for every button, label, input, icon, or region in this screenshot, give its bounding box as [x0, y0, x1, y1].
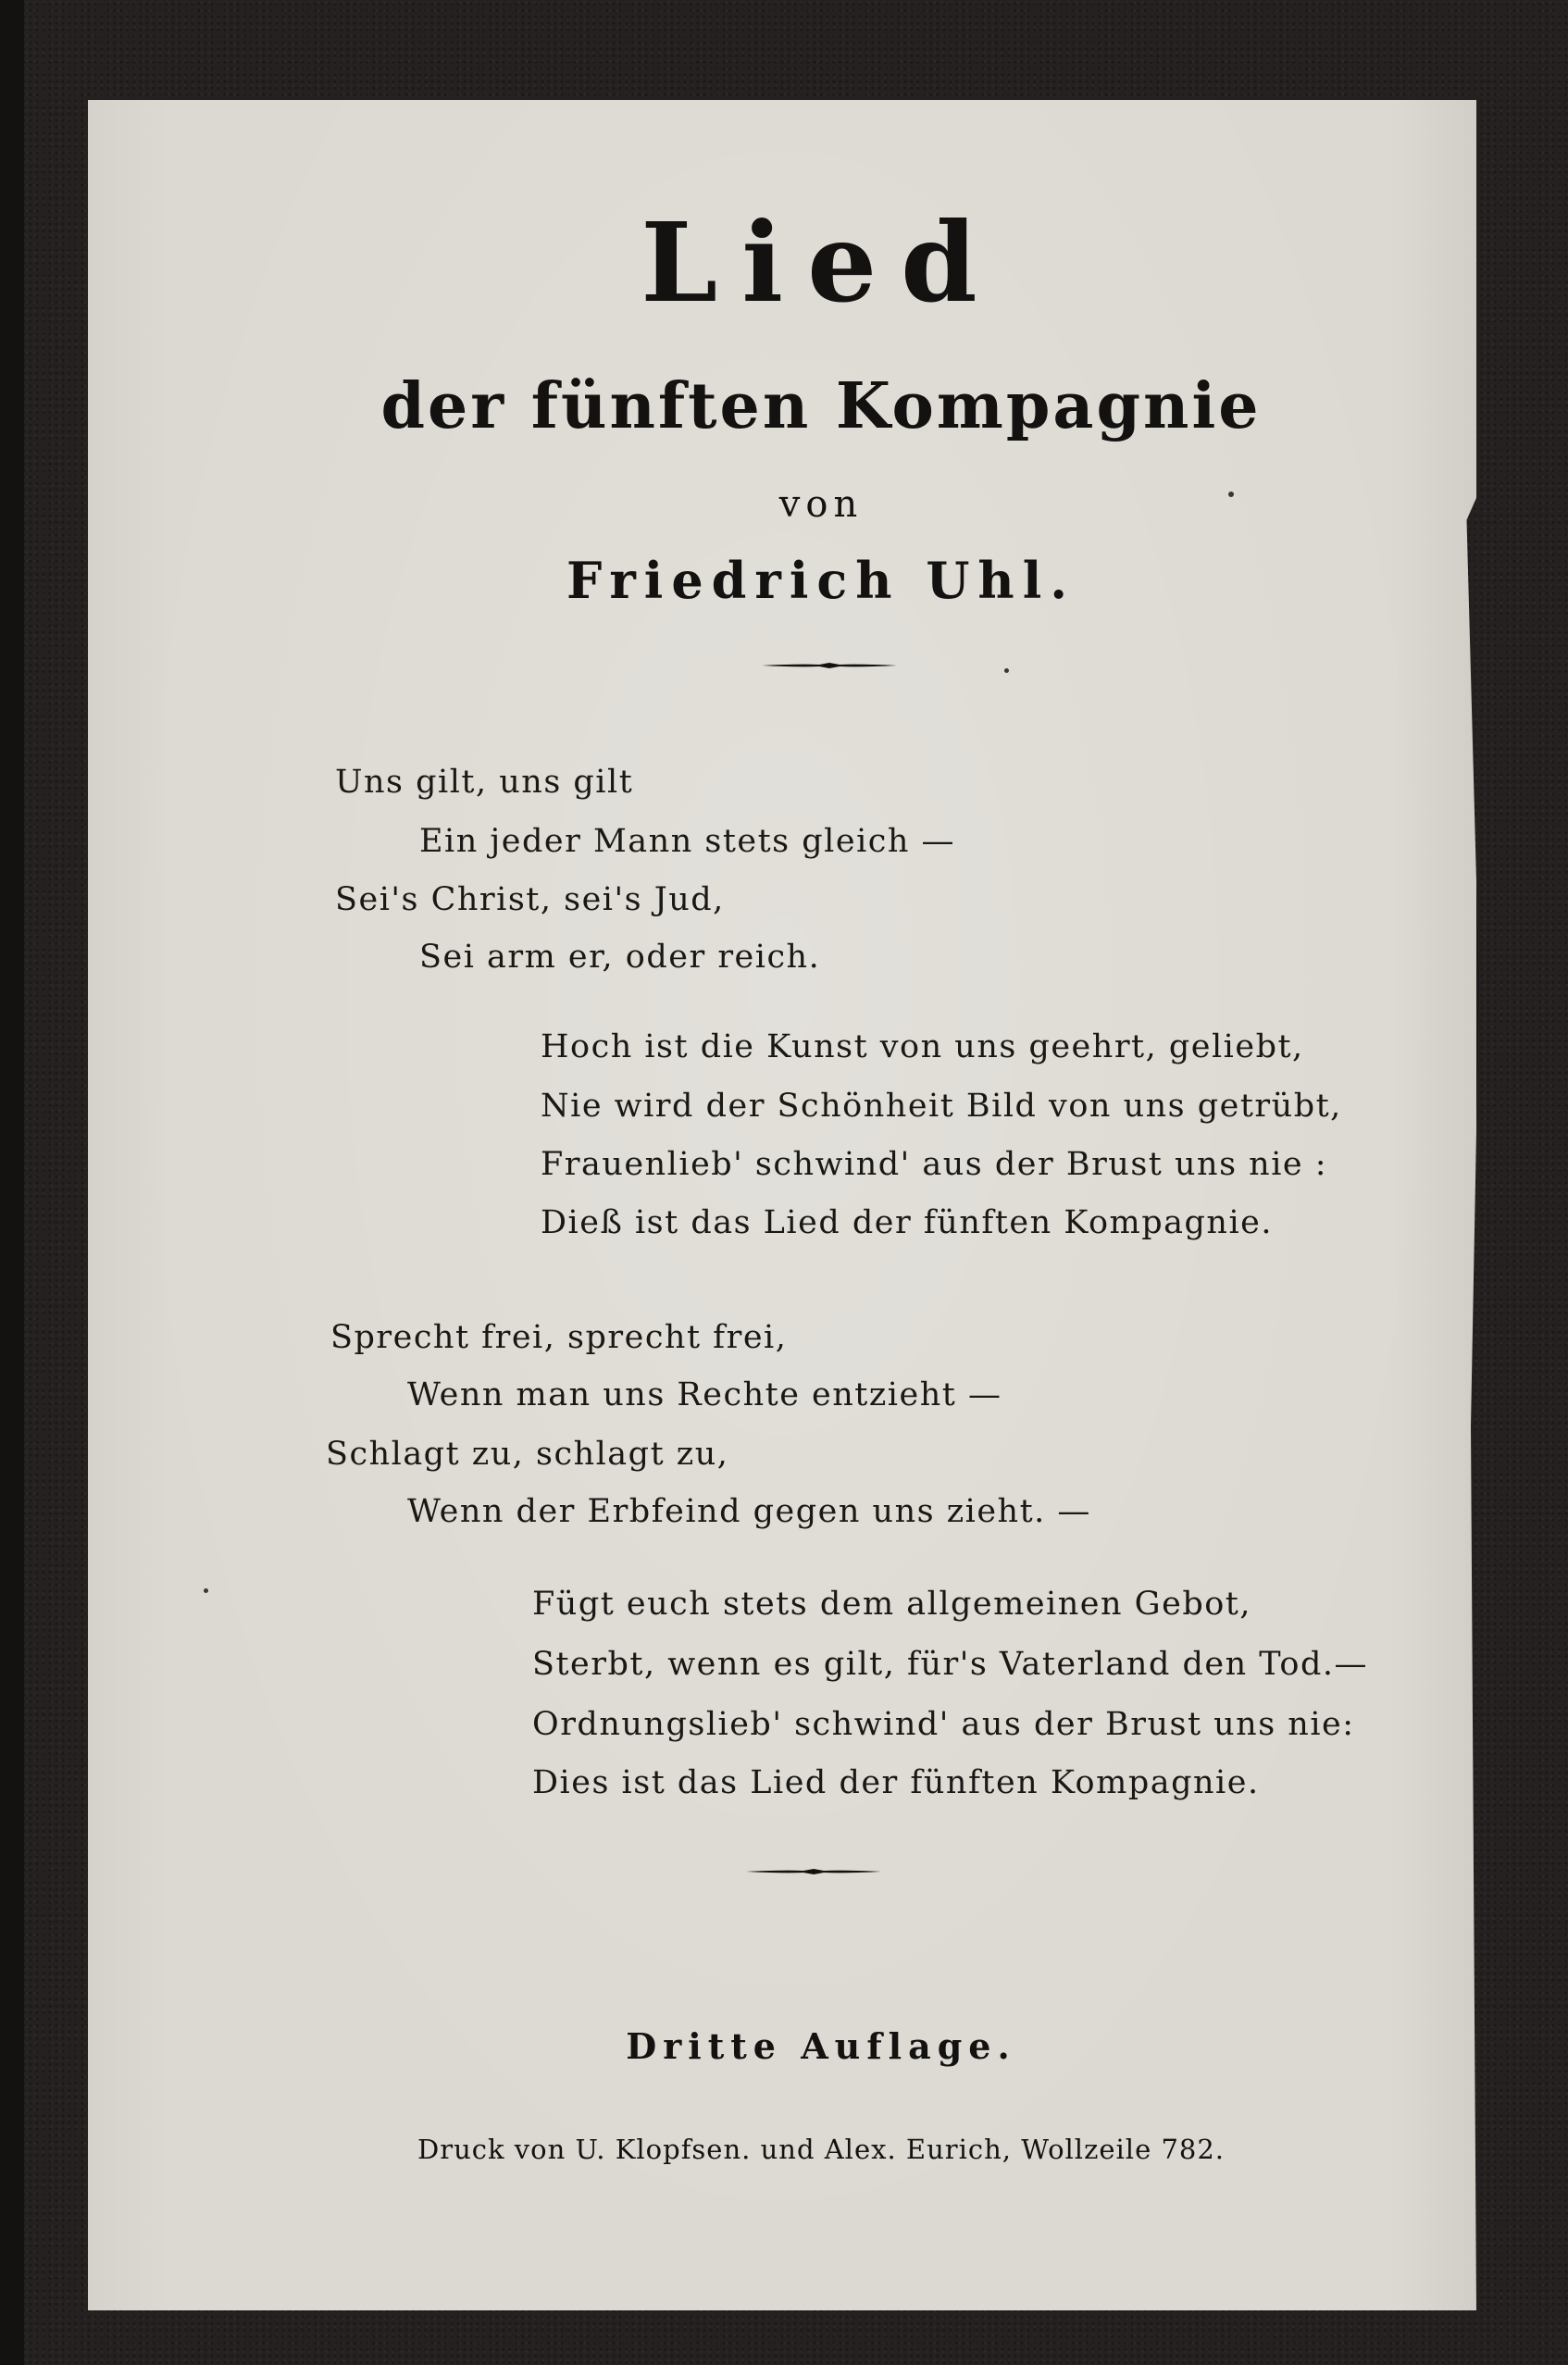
- decorative-rule-icon: [762, 663, 897, 668]
- printer-imprint: Druck von U. Klopfsen. und Alex. Eurich, Wollzeile 782.: [417, 2134, 1226, 2165]
- verse-line: Ein jeder Mann stets gleich —: [419, 823, 956, 860]
- refrain-line: Ordnungslieb' schwind' aus der Brust uns nie:: [532, 1706, 1355, 1743]
- refrain-line: Frauenlieb' schwind' aus der Brust uns nie :: [541, 1146, 1328, 1183]
- verse-line: Sei arm er, oder reich.: [419, 939, 821, 976]
- paper-speck: [1004, 668, 1009, 673]
- refrain-line: Sterbt, wenn es gilt, für's Vaterland den Tod.—: [532, 1646, 1369, 1683]
- backing-board-edge: [0, 0, 24, 2365]
- verse-line: Wenn der Erbfeind gegen uns zieht. —: [407, 1493, 1091, 1530]
- verse-line: Wenn man uns Rechte entzieht —: [407, 1376, 1002, 1413]
- refrain-line: Hoch ist die Kunst von uns geehrt, geliebt,: [541, 1028, 1304, 1065]
- verse-line: Sprecht frei, sprecht frei,: [330, 1319, 788, 1356]
- refrain-line: Dieß ist das Lied der fünften Kompagnie.: [541, 1204, 1273, 1241]
- refrain-line: Dies ist das Lied der fünften Kompagnie.: [532, 1764, 1260, 1801]
- refrain-line: Nie wird der Schönheit Bild von uns getrübt,: [541, 1088, 1342, 1125]
- by-word: von: [778, 483, 864, 526]
- edition-note: Dritte Auflage.: [626, 2025, 1016, 2067]
- refrain-line: Fügt euch stets dem allgemeinen Gebot,: [532, 1586, 1251, 1623]
- document-title: Lied: [641, 198, 1002, 327]
- paper-speck: [204, 1588, 208, 1593]
- document-subtitle: der fünften Kompagnie: [380, 369, 1262, 443]
- verse-line: Schlagt zu, schlagt zu,: [326, 1436, 729, 1473]
- author-name: Friedrich Uhl.: [566, 551, 1076, 610]
- decorative-rule-icon: [746, 1869, 881, 1874]
- verse-line: Uns gilt, uns gilt: [335, 764, 634, 801]
- verse-line: Sei's Christ, sei's Jud,: [335, 881, 725, 918]
